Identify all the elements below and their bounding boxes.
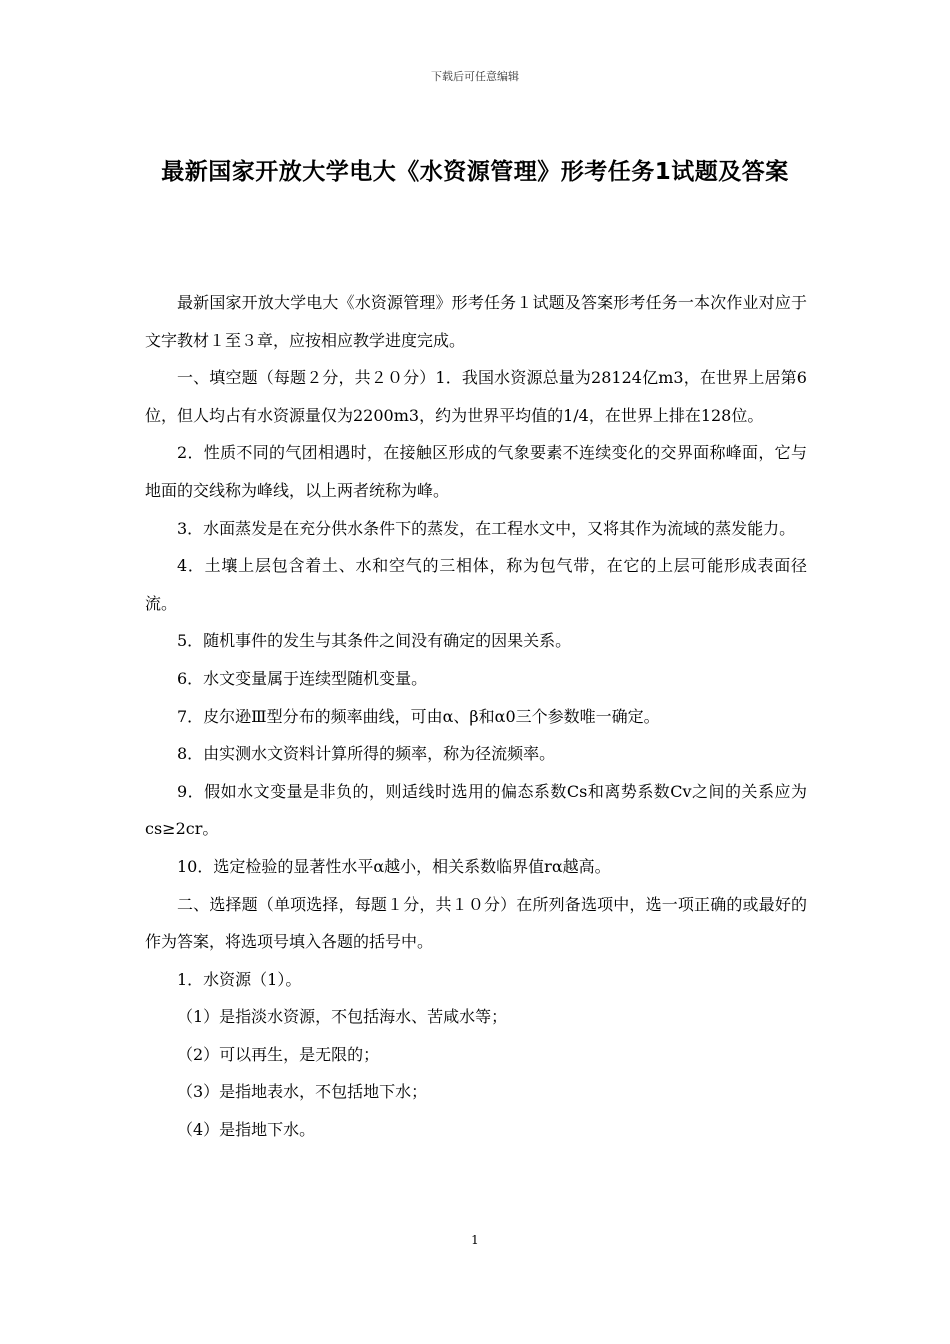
paragraph: 10．选定检验的显著性水平α越小，相关系数临界值rα越高。 <box>177 856 611 876</box>
option-item: （3）是指地表水，不包括地下水； <box>177 1082 428 1102</box>
paragraph: 二、选择题（单项选择，每题１分，共１０分）在所列备选项中，选一项正确的或最好的作为答案，将选项号填入各题的括号中。 <box>145 894 807 952</box>
paragraph: 8．由实测水文资料计算所得的频率，称为径流频率。 <box>177 744 556 764</box>
paragraph: 5．随机事件的发生与其条件之间没有确定的因果关系。 <box>177 631 572 651</box>
paragraph: 9．假如水文变量是非负的，则适线时选用的偏态系数Cs和离势系数Cv之间的关系应为cs≥2cr。 <box>145 781 807 839</box>
page-number: 1 <box>471 1233 479 1247</box>
paragraph: 6．水文变量属于连续型随机变量。 <box>177 668 428 688</box>
paragraph: 4．土壤上层包含着土、水和空气的三相体，称为包气带，在它的上层可能形成表面径流。 <box>145 556 807 613</box>
option-item: （1）是指淡水资源，不包括海水、苦咸水等； <box>177 1007 508 1027</box>
paragraph: 最新国家开放大学电大《水资源管理》形考任务１试题及答案形考任务一本次作业对应于文字教材１至３章，应按相应教学进度完成。 <box>145 293 807 350</box>
document-body <box>145 284 807 1149</box>
header-note: 下载后可任意编辑 <box>431 70 519 83</box>
option-item: （4）是指地下水。 <box>177 1120 316 1140</box>
paragraph: 7．皮尔逊Ⅲ型分布的频率曲线，可由α、β和α0三个参数唯一确定。 <box>177 706 660 726</box>
paragraph: 3．水面蒸发是在充分供水条件下的蒸发，在工程水文中，又将其作为流域的蒸发能力。 <box>177 518 796 538</box>
paragraph: 1．水资源（1）。 <box>177 969 302 989</box>
paragraph: 一、填空题（每题２分，共２０分）1．我国水资源总量为28124亿m3，在世界上居第6位，但人均占有水资源量仅为2200m3，约为世界平均值的1/4，在世界上排在128位。 <box>145 368 807 425</box>
option-item: （2）可以再生，是无限的； <box>177 1044 380 1064</box>
paragraph: 2．性质不同的气团相遇时，在接触区形成的气象要素不连续变化的交界面称峰面，它与地面的交线称为峰线，以上两者统称为峰。 <box>145 443 807 500</box>
document-title: 最新国家开放大学电大《水资源管理》形考任务1试题及答案 <box>161 159 789 185</box>
